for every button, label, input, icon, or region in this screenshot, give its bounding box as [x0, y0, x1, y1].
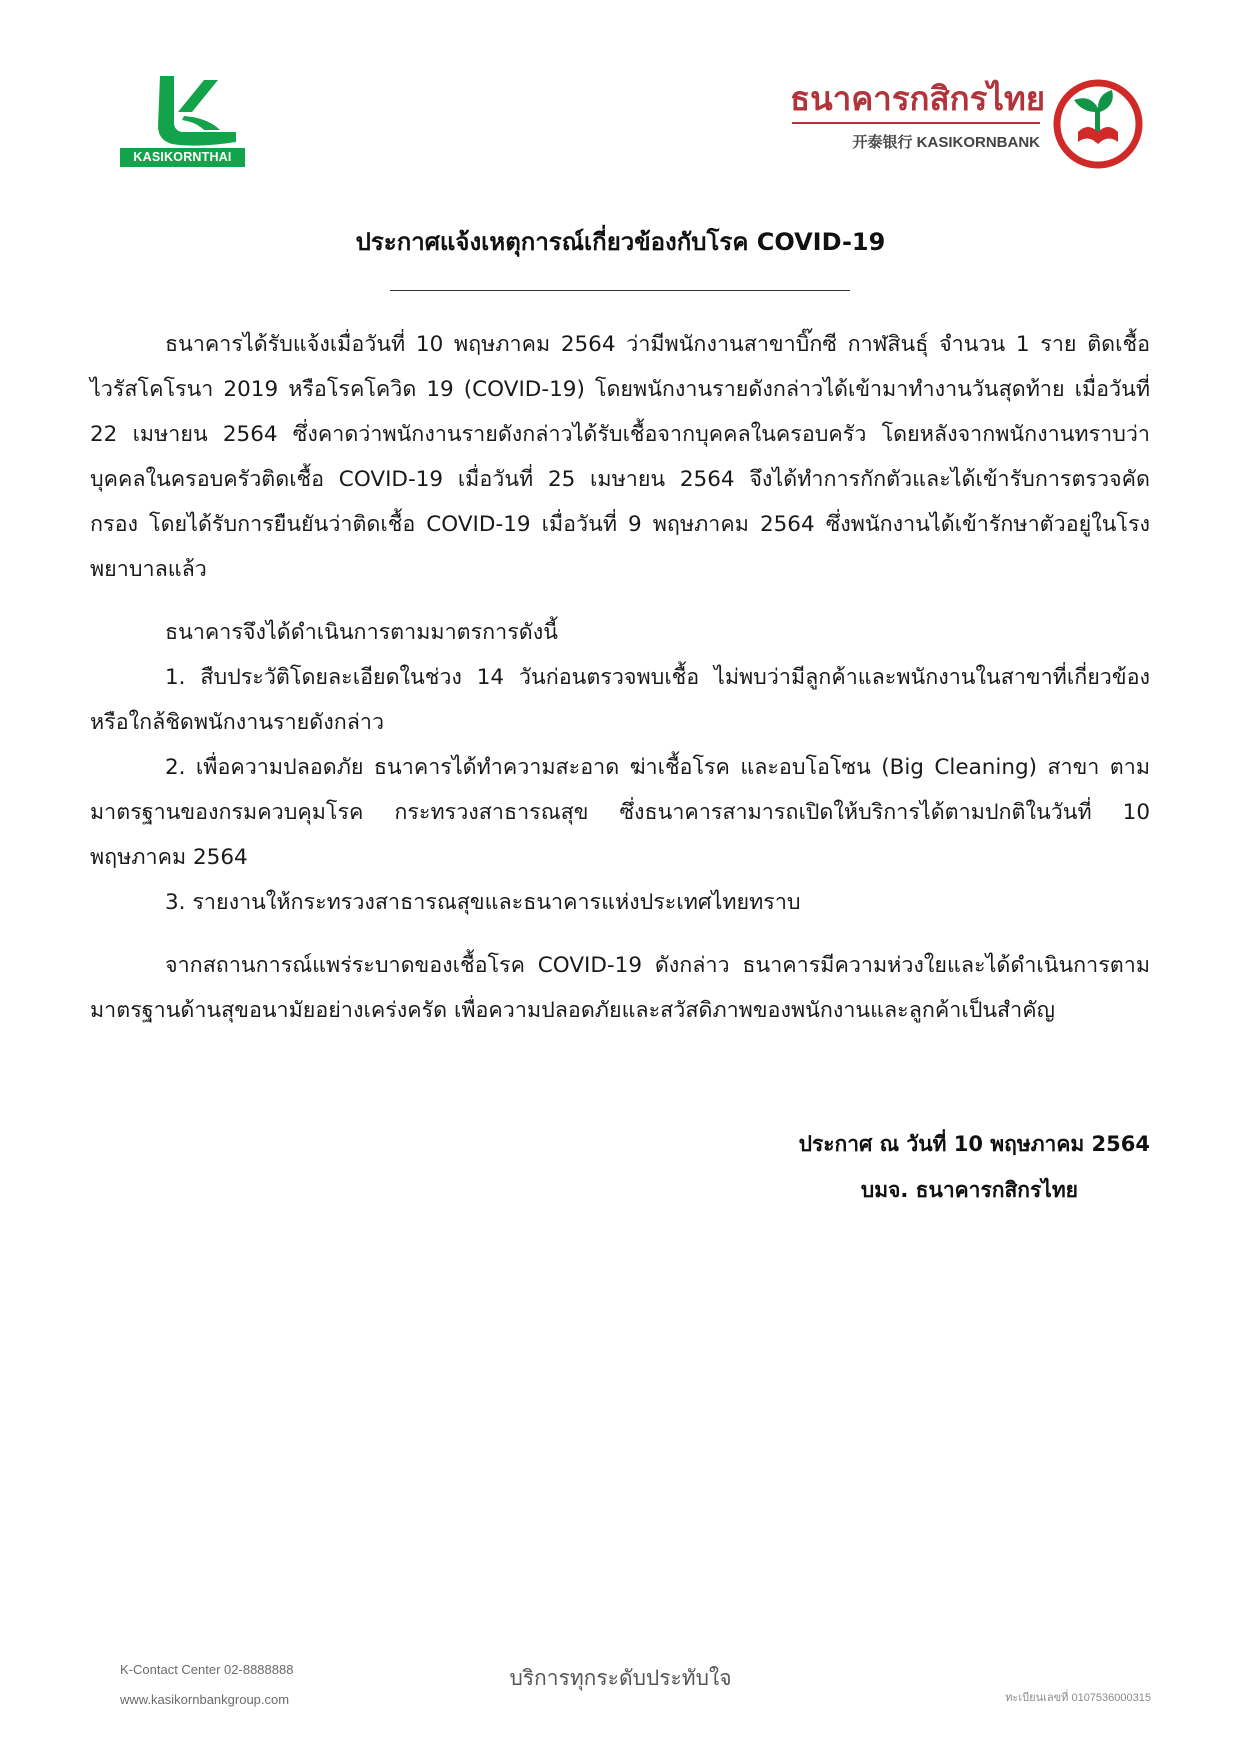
intro-paragraph: ธนาคารได้รับแจ้งเมื่อวันที่ 10 พฤษภาคม 2564 ว่ามีพนักงานสาขาบิ๊กซี กาฬสินธุ์ จำนวน 1 ราย ติดเชื้อไวรัสโคโรนา 2019 หรือโรคโควิด 19 (COVID-19) โดยพนักงานรายดังกล่าวได้เข้ามาทำงานวันสุดท้าย เมื่อวันที่ 22 เมษายน 2564 ซึ่งคาดว่าพนักงานรายดังกล่าวได้รับเชื้อจากบุคคลในครอบครัว โดยหลังจากพนักงานทราบว่าบุคคลในครอบครัวติดเชื้อ COVID-19 เมื่อวันที่ 25 เมษายน 2564 จึงได้ทำการกักตัวและได้เข้ารับการตรวจคัดกรอง โดยได้รับการยืนยันว่าติดเชื้อ COVID-19 เมื่อวันที่ 9 พฤษภาคม 2564 ซึ่งพนักงานได้เข้ารักษาตัวอยู่ในโรงพยาบาลแล้ว [90, 332, 1150, 582]
footer-slogan: บริการทุกระดับประทับใจ [509, 1666, 732, 1690]
bank-name-thai: ธนาคารกสิกรไทย [790, 82, 1046, 118]
kasikornbank-logo [790, 78, 1150, 170]
kasikornbank-leaf-emblem-icon [1052, 78, 1144, 170]
title-divider [390, 290, 850, 291]
website-link[interactable]: www.kasikornbankgroup.com [120, 1692, 290, 1707]
measure-item-1: 1. สืบประวัติโดยละเอียดในช่วง 14 วันก่อนตรวจพบเชื้อ ไม่พบว่ามีลูกค้าและพนักงานในสาขาที่เกี่ยวข้องหรือใกล้ชิดพนักงานรายดังกล่าว [90, 665, 1150, 735]
measures-heading: ธนาคารจึงได้ดำเนินการตามมาตรการดังนี้ [165, 620, 558, 645]
bank-name-underline [792, 122, 1040, 124]
measure-item-3: 3. รายงานให้กระทรวงสาธารณสุขและธนาคารแห่งประเทศไทยทราบ [165, 890, 801, 915]
measure-item-2: 2. เพื่อความปลอดภัย ธนาคารได้ทำความสะอาด ฆ่าเชื้อโรค และอบโอโซน (Big Cleaning) สาขา ตามมาตรฐานของกรมควบคุมโรค กระทรวงสาธารณสุข ซึ่งธนาคารสามารถเปิดให้บริการได้ตามปกติในวันที่ 10 พฤษภาคม 2564 [90, 755, 1150, 870]
announcement-date: ประกาศ ณ วันที่ 10 พฤษภาคม 2564 [798, 1132, 1150, 1156]
announcement-body [90, 322, 1150, 1033]
bank-name-english: 开泰银行 KASIKORNBANK [852, 134, 1040, 151]
kasikornthai-logo [120, 74, 245, 168]
registration-number: ทะเบียนเลขที่ 0107536000315 [1005, 1692, 1151, 1704]
kasikornthai-label: KASIKORNTHAI [120, 148, 245, 167]
closing-paragraph: จากสถานการณ์แพร่ระบาดของเชื้อโรค COVID-19 ดังกล่าว ธนาคารมีความห่วงใยและได้ดำเนินการตามมาตรฐานด้านสุขอนามัยอย่างเคร่งครัด เพื่อความปลอดภัยและสวัสดิภาพของพนักงานและลูกค้าเป็นสำคัญ [90, 953, 1150, 1023]
company-name: บมจ. ธนาคารกสิกรไทย [860, 1178, 1078, 1202]
announcement-title: ประกาศแจ้งเหตุการณ์เกี่ยวข้องกับโรค COVID-19 [355, 228, 886, 256]
contact-center: K-Contact Center 02-8888888 [120, 1662, 294, 1677]
kasikornthai-k-logo-icon [138, 74, 238, 148]
